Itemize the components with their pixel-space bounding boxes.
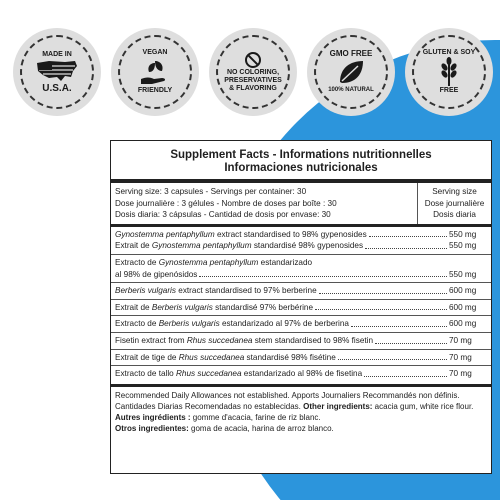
supplement-facts-panel xyxy=(110,140,492,474)
badge-text: GMO FREE xyxy=(329,49,373,58)
badge-text: VEGAN xyxy=(142,49,168,56)
leaf-hand-icon xyxy=(138,57,172,87)
gluten-soy-free-badge xyxy=(405,28,493,116)
serving-line: Serving size: 3 capsules - Servings per container: 30 xyxy=(115,187,307,196)
badge-text: & FLAVORING xyxy=(229,85,277,92)
ingredient-row: Fisetin extract from Rhus succedanea stem standardised to 98% fisetin 70 mg xyxy=(111,335,491,347)
badge-text: NO COLORING, xyxy=(226,69,280,76)
ingredient-row: Extrait de Gynostemma pentaphyllum standardisé 98% gypenosides 550 mg xyxy=(111,240,491,252)
badge-text: PRESERVATIVES xyxy=(224,77,282,84)
usa-map-icon xyxy=(35,59,79,83)
badge-text: FRIENDLY xyxy=(137,87,173,94)
badge-text: U.S.A. xyxy=(42,82,72,94)
badge-text: GLUTEN & SOY xyxy=(422,49,476,56)
serving-header: Dose journalière xyxy=(424,198,485,208)
gmo-free-badge xyxy=(307,28,395,116)
ingredient-rows xyxy=(111,227,491,380)
ingredient-row: Extracto de Berberis vulgaris estandarizado al 97% de berberina 600 mg xyxy=(111,318,491,330)
leaf-icon xyxy=(336,58,366,86)
no-sign-icon xyxy=(244,51,262,69)
ingredient-row: Extrait de tige de Rhus succedanea standardisé 98% fisétine 70 mg xyxy=(111,352,491,364)
facts-footnotes: Recommended Daily Allowances not established. Apports Journaliers Recommandés non définis. Cantidades Diarias Recomendadas no establecidas. Other ingredients: acacia gum, white rice flour. Autres ingrédients : gomme d'acacia, farine de riz blanc. Otros ingredientes: goma de acacia, harina de arroz blanco. xyxy=(115,390,474,433)
ingredient-amount: 600 mg xyxy=(449,319,477,329)
vegan-friendly-badge xyxy=(111,28,199,116)
badge-text: MADE IN xyxy=(42,50,72,58)
ingredient-amount: 600 mg xyxy=(449,302,477,312)
ingredient-amount: 550 mg xyxy=(449,269,477,279)
serving-line: Dosis diaria: 3 cápsulas - Cantidad de dosis por envase: 30 xyxy=(115,210,331,220)
badge-text: FREE xyxy=(439,87,459,94)
ingredient-row: Berberis vulgaris extract standardised to 97% berberine 600 mg xyxy=(111,285,491,297)
badge-row xyxy=(0,0,500,128)
badge-text: 100% NATURAL xyxy=(328,87,374,93)
facts-title: Supplement Facts - Informations nutritionnelles Informaciones nutricionales xyxy=(111,141,491,183)
ingredient-row: Extracto de Gynostemma pentaphyllum estandarizado xyxy=(115,257,313,267)
ingredient-amount: 550 mg xyxy=(449,229,477,239)
ingredient-amount: 70 mg xyxy=(449,352,472,362)
ingredient-row: Extrait de Berberis vulgaris standardisé 97% berbérine 600 mg xyxy=(111,302,491,314)
ingredient-amount: 70 mg xyxy=(449,369,472,379)
ingredient-amount: 600 mg xyxy=(449,286,477,296)
no-coloring-badge xyxy=(209,28,297,116)
ingredient-row: Gynostemma pentaphyllum extract standardised to 98% gypenosides 550 mg xyxy=(111,229,491,241)
ingredient-row: Extracto de tallo Rhus succedanea estandarizado al 98% de fisetina 70 mg xyxy=(111,368,491,380)
ingredient-row: al 98% de gipenósidos 550 mg xyxy=(111,269,491,281)
made-in-usa-badge xyxy=(13,28,101,116)
wheat-icon xyxy=(436,57,462,87)
serving-info xyxy=(111,183,491,227)
ingredient-amount: 70 mg xyxy=(449,335,472,345)
serving-header: Serving size xyxy=(432,187,477,196)
serving-line: Dose journalière : 3 gélules - Nombre de doses par boîte : 30 xyxy=(115,198,337,208)
serving-header: Dosis diaria xyxy=(433,210,476,220)
ingredient-amount: 550 mg xyxy=(449,241,477,251)
